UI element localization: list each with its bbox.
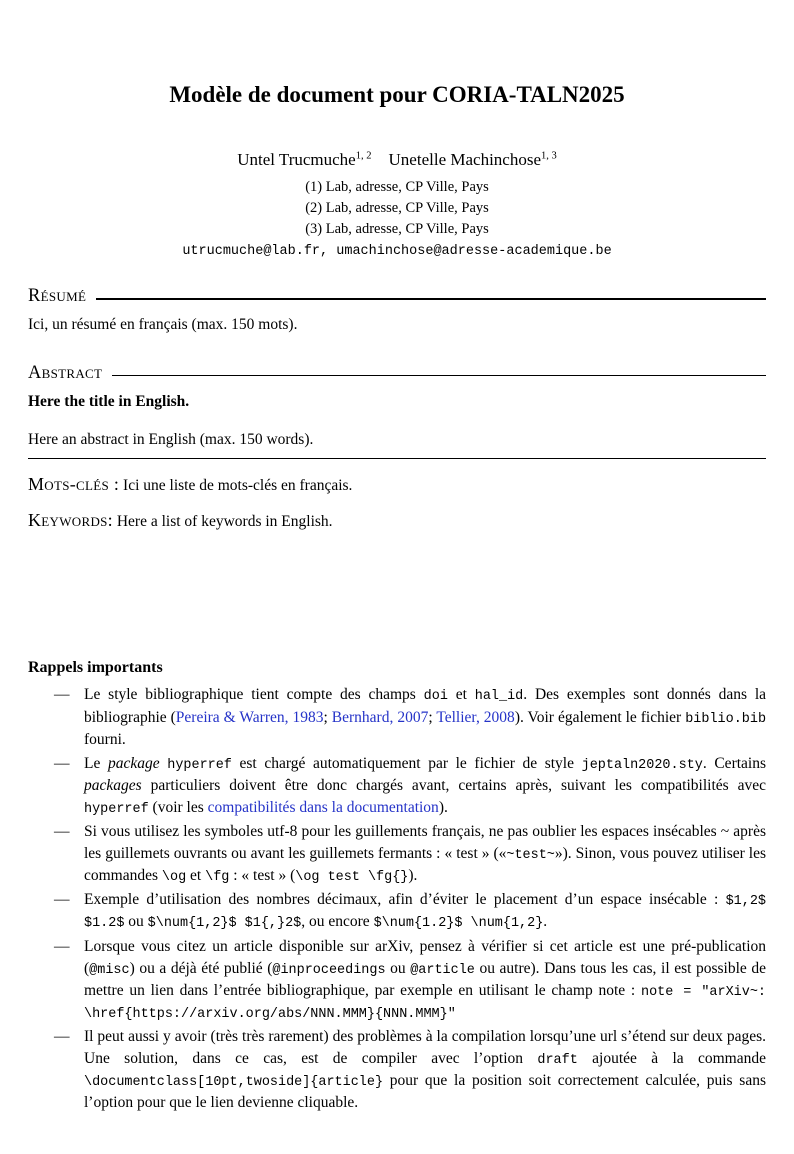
list-item-text: [84, 938, 766, 1021]
list-item: [28, 753, 766, 819]
list-item-text: [84, 891, 766, 930]
abstract-text: Here an abstract in English (max. 150 words).: [28, 431, 314, 449]
list-item: [28, 889, 766, 933]
text-span: fourni.: [84, 730, 126, 748]
text-span: packages: [84, 776, 142, 794]
rappels-heading: Rappels importants: [28, 659, 163, 677]
text-span: ) ou a déjà été publié (: [129, 959, 273, 977]
text-span: . Des exemples sont donnés dans la bibliographie (: [84, 686, 767, 726]
author-emails: utrucmuche@lab.fr, umachinchose@adresse-academique.be: [182, 244, 612, 260]
horizontal-rule: [96, 298, 766, 299]
inline-link[interactable]: Bernhard, 2007: [331, 708, 429, 726]
text-span: et: [186, 867, 206, 885]
paper-title: Modèle de document pour CORIA-TALN2025: [169, 82, 625, 107]
list-item: [28, 1026, 766, 1114]
text-span: ajoutée à la commande: [577, 1049, 766, 1067]
list-item: [28, 821, 766, 887]
affiliation-1: (1) Lab, adresse, CP Ville, Pays: [305, 179, 489, 195]
horizontal-rule: [112, 375, 766, 376]
keywords-line: [28, 510, 766, 531]
code-span: \og test \fg{}: [295, 870, 409, 886]
text-span: Il peut aussi y avoir (très très rarement) des problèmes à la compilation lorsqu’une url s’étend sur deux pages. Une solution, dans ce cas, est de compiler avec l’option: [84, 1027, 766, 1067]
code-span: \og: [161, 870, 187, 886]
code-span: ~test~: [506, 847, 555, 863]
code-span: \documentclass[10pt,twoside]{article}: [84, 1075, 384, 1091]
code-span: @inproceedings: [272, 962, 386, 978]
text-span: ).: [408, 867, 418, 885]
text-span: . Certains: [702, 754, 767, 772]
horizontal-rule: [28, 458, 766, 459]
inline-link[interactable]: Pereira & Warren, 1983: [175, 708, 324, 726]
text-span: ou: [124, 913, 148, 931]
resume-section-header: [28, 286, 766, 307]
text-span: , ou encore: [301, 913, 374, 931]
abstract-section-header: [28, 363, 766, 384]
code-span: $1,2$ $1.2$: [84, 894, 766, 932]
text-span: : « test » (: [229, 867, 296, 885]
text-span: Unetelle Machinchose: [388, 150, 541, 169]
code-span: hyperref: [167, 757, 232, 773]
code-span: note = "arXiv~: \href{https://arxiv.org/abs/NNN.MMM}{NNN.MMM}": [84, 984, 766, 1022]
list-item-text: [84, 1028, 766, 1111]
keywords-label: Keywords:: [28, 510, 113, 531]
text-span: Le style bibliographique tient compte des champs: [84, 686, 424, 704]
abstract-english-title: Here the title in English.: [28, 392, 190, 410]
text-span: ou: [385, 959, 411, 977]
text-span: et: [447, 686, 475, 704]
dash-bullet: —: [54, 1027, 70, 1045]
code-span: draft: [537, 1052, 578, 1068]
text-span: ;: [323, 708, 332, 726]
mots-cles-text: Ici une liste de mots-clés en français.: [123, 477, 353, 495]
text-span: (voir les: [148, 798, 208, 816]
dash-bullet: —: [54, 686, 70, 704]
code-span: jeptaln2020.sty: [581, 757, 703, 773]
dash-bullet: —: [54, 754, 70, 772]
abstract-label: Abstract: [28, 362, 103, 383]
authors-line: [28, 150, 766, 170]
list-item-text: [84, 686, 766, 747]
superscript: 1, 3: [541, 150, 557, 162]
text-span: particuliers doivent être donc chargés avant, certains après, suivant les compatibilités avec: [141, 776, 766, 794]
code-span: @article: [410, 962, 475, 978]
mots-cles-line: [28, 474, 766, 495]
rappels-list: [28, 684, 766, 1114]
text-span: Si vous utilisez les symboles utf-8 pour les guillements français, ne pas oublier les espaces insécables ~ après les guillemets ouvrants ou avant les guillemets fermants : « test » («: [84, 822, 766, 862]
text-span: pour que la position soit correctement calculée, puis sans l’option pour que le lien devienne cliquable.: [84, 1072, 766, 1112]
text-span: Lorsque vous citez un article disponible sur arXiv, pensez à vérifier si cet article est une pré-publication (: [84, 937, 766, 977]
affiliation-2: (2) Lab, adresse, CP Ville, Pays: [305, 200, 489, 217]
superscript: 1, 2: [355, 150, 372, 162]
code-span: hal_id: [474, 689, 524, 705]
text-span: ;: [428, 708, 437, 726]
list-item: [28, 684, 766, 750]
code-span: doi: [423, 689, 448, 705]
mots-cles-label: Mots-clés :: [28, 474, 120, 495]
text-span: est chargé automatiquement par le fichier de style: [231, 754, 582, 772]
text-span: package: [107, 754, 160, 772]
text-span: ). Voir également le fichier: [514, 708, 686, 726]
list-item-text: [84, 823, 766, 884]
text-span: Untel Trucmuche: [237, 150, 356, 169]
resume-text: Ici, un résumé en français (max. 150 mots).: [28, 316, 298, 334]
text-span: .: [543, 913, 548, 931]
resume-label: Résumé: [28, 286, 87, 307]
code-span: hyperref: [84, 801, 149, 817]
text-span: ou autre). Dans tous les cas, il est possible de mettre un lien dans l’entrée bibliographique, par exemple en utilisant le champ note :: [84, 959, 767, 999]
text-span: Le: [84, 754, 108, 772]
code-span: \fg: [205, 870, 230, 886]
code-span: @misc: [89, 962, 130, 978]
list-item: [28, 936, 766, 1024]
keywords-text: Here a list of keywords in English.: [116, 513, 333, 531]
dash-bullet: —: [54, 937, 70, 955]
text-span: [372, 150, 389, 169]
code-span: $\num{1.2}$ \num{1,2}: [373, 916, 544, 932]
inline-link[interactable]: Tellier, 2008: [436, 708, 515, 726]
list-item-text: [84, 755, 766, 816]
code-span: biblio.bib: [685, 711, 767, 727]
inline-link[interactable]: compatibilités dans la documentation: [207, 798, 439, 816]
dash-bullet: —: [54, 891, 70, 909]
code-span: $\num{1,2}$ $1{,}2$: [147, 916, 302, 932]
text-span: ).: [438, 798, 448, 816]
text-span: »). Sinon, vous pouvez utiliser les commandes: [84, 844, 766, 885]
dash-bullet: —: [54, 822, 70, 840]
text-span: Exemple d’utilisation des nombres décimaux, afin d’éviter le placement d’un espace insécable :: [84, 891, 726, 909]
affiliation-3: (3) Lab, adresse, CP Ville, Pays: [305, 221, 489, 238]
